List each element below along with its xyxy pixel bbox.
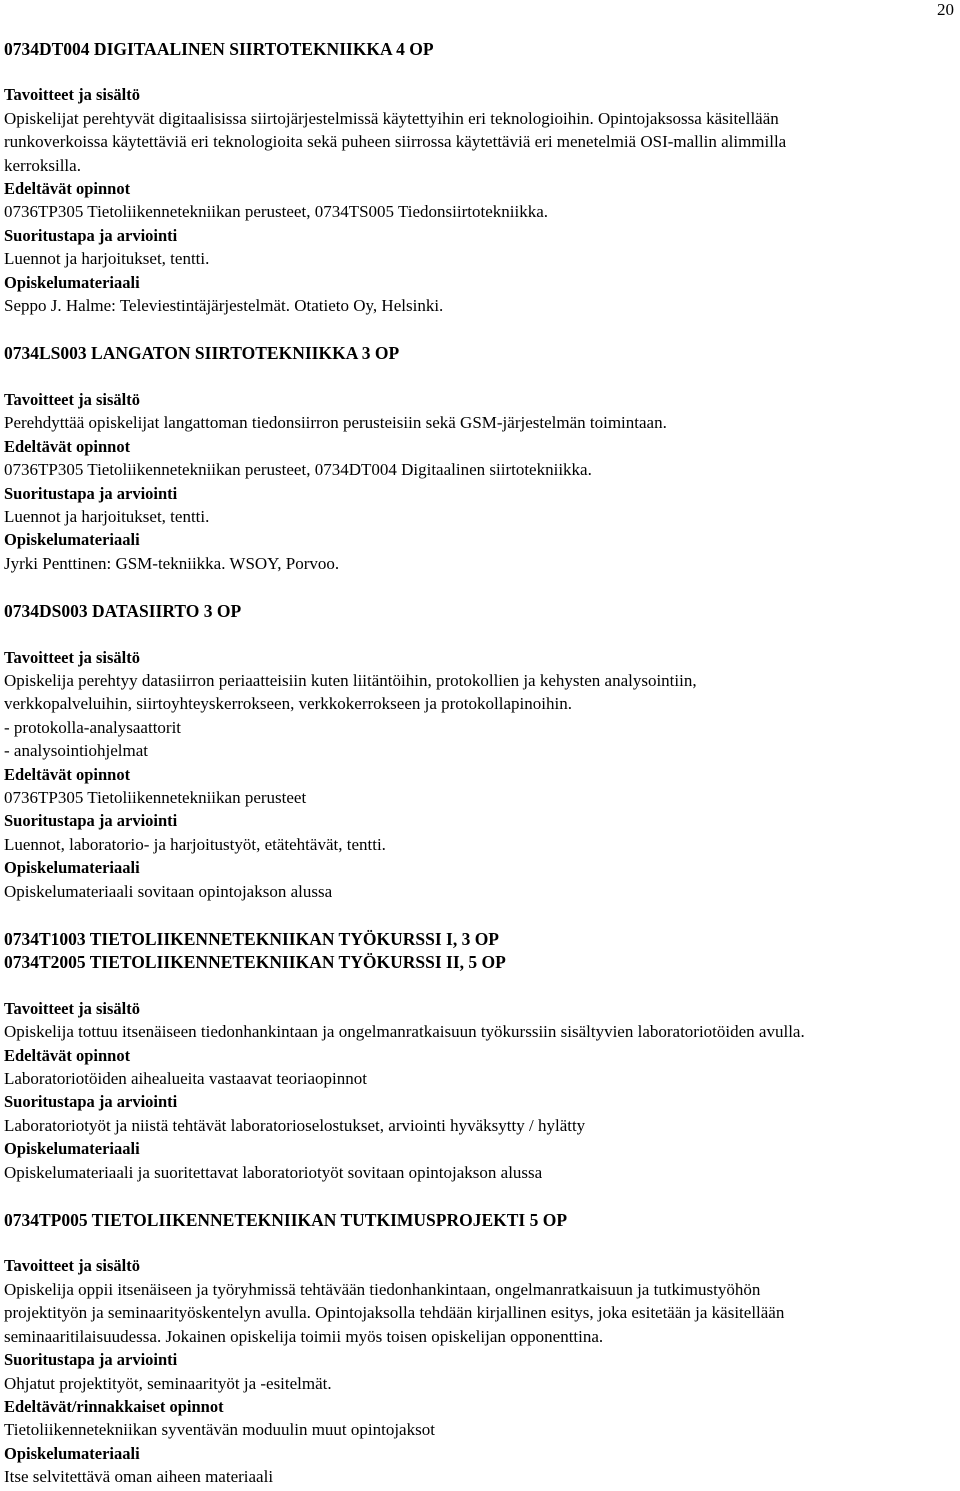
course-titles: [4, 928, 960, 975]
section-text-line: Ohjatut projektityöt, seminaarityöt ja -esitelmät.: [4, 1373, 332, 1393]
section-text-line: 0736TP305 Tietoliikennetekniikan perusteet: [4, 787, 307, 807]
document-body: [4, 38, 960, 1489]
section-text-line: - protokolla-analysaattorit: [4, 717, 182, 737]
course-title: 0734T2005 TIETOLIIKENNETEKNIIKAN TYÖKURSSI II, 5 OP: [4, 952, 506, 973]
section-heading: Suoritustapa ja arviointi: [4, 1350, 178, 1370]
section-text-line: Opiskelija oppii itsenäiseen ja työryhmissä tehtävään tiedonhankintaan, ongelmanratkaisuun ja tutkimustyöhön: [4, 1279, 761, 1299]
section-heading: Suoritustapa ja arviointi: [4, 483, 178, 503]
course-block-3: [4, 600, 960, 903]
section-text-line: Opiskelija tottuu itsenäiseen tiedonhankintaan ja ongelmanratkaisuun työkurssiin sisältyvien laboratoriotöiden avulla.: [4, 1022, 805, 1042]
section-heading: Opiskelumateriaali: [4, 1443, 140, 1463]
section-text-line: 0736TP305 Tietoliikennetekniikan perusteet, 0734DT004 Digitaalinen siirtotekniikka.: [4, 460, 592, 480]
course-block-5: [4, 1209, 960, 1488]
section-text-line: Tietoliikennetekniikan syventävän moduulin muut opintojaksot: [4, 1420, 435, 1440]
section-heading: Tavoitteet ja sisältö: [4, 647, 140, 667]
section-heading: Tavoitteet ja sisältö: [4, 1256, 140, 1276]
course-block-4: [4, 928, 960, 1184]
page-number: 20: [937, 0, 954, 19]
course-titles: [4, 1209, 960, 1232]
course-sections: [4, 1254, 960, 1488]
section-heading: Edeltävät opinnot: [4, 179, 131, 199]
section-heading: Tavoitteet ja sisältö: [4, 998, 140, 1018]
section-text-line: Laboratoriotöiden aihealueita vastaavat teoriaopinnot: [4, 1069, 367, 1089]
section-text-line: Opiskelumateriaali sovitaan opintojakson alussa: [4, 881, 333, 901]
course-title: 0734LS003 LANGATON SIIRTOTEKNIIKKA 3 OP: [4, 343, 400, 364]
section-heading: Opiskelumateriaali: [4, 530, 140, 550]
course-titles: [4, 600, 960, 623]
section-text-line: 0736TP305 Tietoliikennetekniikan perusteet, 0734TS005 Tiedonsiirtotekniikka.: [4, 202, 548, 222]
course-block-2: [4, 342, 960, 575]
section-text-line: Jyrki Penttinen: GSM-tekniikka. WSOY, Porvoo.: [4, 553, 340, 573]
section-text-line: Luennot, laboratorio- ja harjoitustyöt, etätehtävät, tentti.: [4, 834, 386, 854]
course-sections: [4, 388, 960, 575]
section-heading: Opiskelumateriaali: [4, 858, 140, 878]
section-text-line: projektityön ja seminaarityöskentelyn avulla. Opintojaksolla tehdään kirjallinen esitys, joka esitetään ja käsitellään: [4, 1303, 785, 1323]
section-heading: Suoritustapa ja arviointi: [4, 1092, 178, 1112]
section-text-line: runkoverkoissa käytettäviä eri teknologioita sekä puheen siirrossa käytettäviä eri menetelmiä OSI-mallin alimmilla: [4, 132, 787, 152]
section-text-line: seminaaritilaisuudessa. Jokainen opiskelija toimii myös toisen opiskelijan opponenttina.: [4, 1326, 604, 1346]
section-heading: Suoritustapa ja arviointi: [4, 811, 178, 831]
section-heading: Tavoitteet ja sisältö: [4, 85, 140, 105]
section-heading: Tavoitteet ja sisältö: [4, 389, 140, 409]
section-text-line: Laboratoriotyöt ja niistä tehtävät laboratorioselostukset, arviointi hyväksytty / hylätty: [4, 1115, 586, 1135]
section-heading: Suoritustapa ja arviointi: [4, 225, 178, 245]
section-heading: Edeltävät opinnot: [4, 764, 131, 784]
section-text-line: Opiskelija perehtyy datasiirron periaatteisiin kuten liitäntöihin, protokollien ja kehysten analysointiin,: [4, 670, 697, 690]
section-text-line: Luennot ja harjoitukset, tentti.: [4, 249, 210, 269]
course-title: 0734DT004 DIGITAALINEN SIIRTOTEKNIIKKA 4 OP: [4, 39, 434, 59]
course-title: 0734DS003 DATASIIRTO 3 OP: [4, 601, 242, 622]
section-text-line: Perehdyttää opiskelijat langattoman tiedonsiirron perusteisiin sekä GSM-järjestelmän toimintaan.: [4, 413, 667, 433]
course-sections: [4, 646, 960, 903]
section-heading: Edeltävät/rinnakkaiset opinnot: [4, 1396, 224, 1416]
course-titles: [4, 38, 960, 61]
section-text-line: Opiskelumateriaali ja suoritettavat laboratoriotyöt sovitaan opintojakson alussa: [4, 1162, 543, 1182]
course-block-1: [4, 38, 960, 317]
course-sections: [4, 997, 960, 1184]
section-heading: Opiskelumateriaali: [4, 272, 140, 292]
course-title: 0734T1003 TIETOLIIKENNETEKNIIKAN TYÖKURSSI I, 3 OP: [4, 929, 499, 949]
section-text-line: Luennot ja harjoitukset, tentti.: [4, 506, 210, 526]
section-text-line: Itse selvitettävä oman aiheen materiaali: [4, 1467, 274, 1487]
course-sections: [4, 83, 960, 317]
section-text-line: Seppo J. Halme: Televiestintäjärjestelmät. Otatieto Oy, Helsinki.: [4, 296, 444, 316]
section-heading: Opiskelumateriaali: [4, 1139, 140, 1159]
course-titles: [4, 342, 960, 365]
section-heading: Edeltävät opinnot: [4, 1045, 131, 1065]
course-title: 0734TP005 TIETOLIIKENNETEKNIIKAN TUTKIMUSPROJEKTI 5 OP: [4, 1210, 568, 1231]
section-text-line: - analysointiohjelmat: [4, 741, 148, 761]
section-text-line: kerroksilla.: [4, 155, 81, 175]
section-text-line: Opiskelijat perehtyvät digitaalisissa siirtojärjestelmissä käytettyihin eri teknologioihin. Opintojaksossa käsitellään: [4, 108, 779, 128]
section-heading: Edeltävät opinnot: [4, 436, 131, 456]
section-text-line: verkkopalveluihin, siirtoyhteyskerrokseen, verkkokerrokseen ja protokollapinoihin.: [4, 694, 572, 714]
